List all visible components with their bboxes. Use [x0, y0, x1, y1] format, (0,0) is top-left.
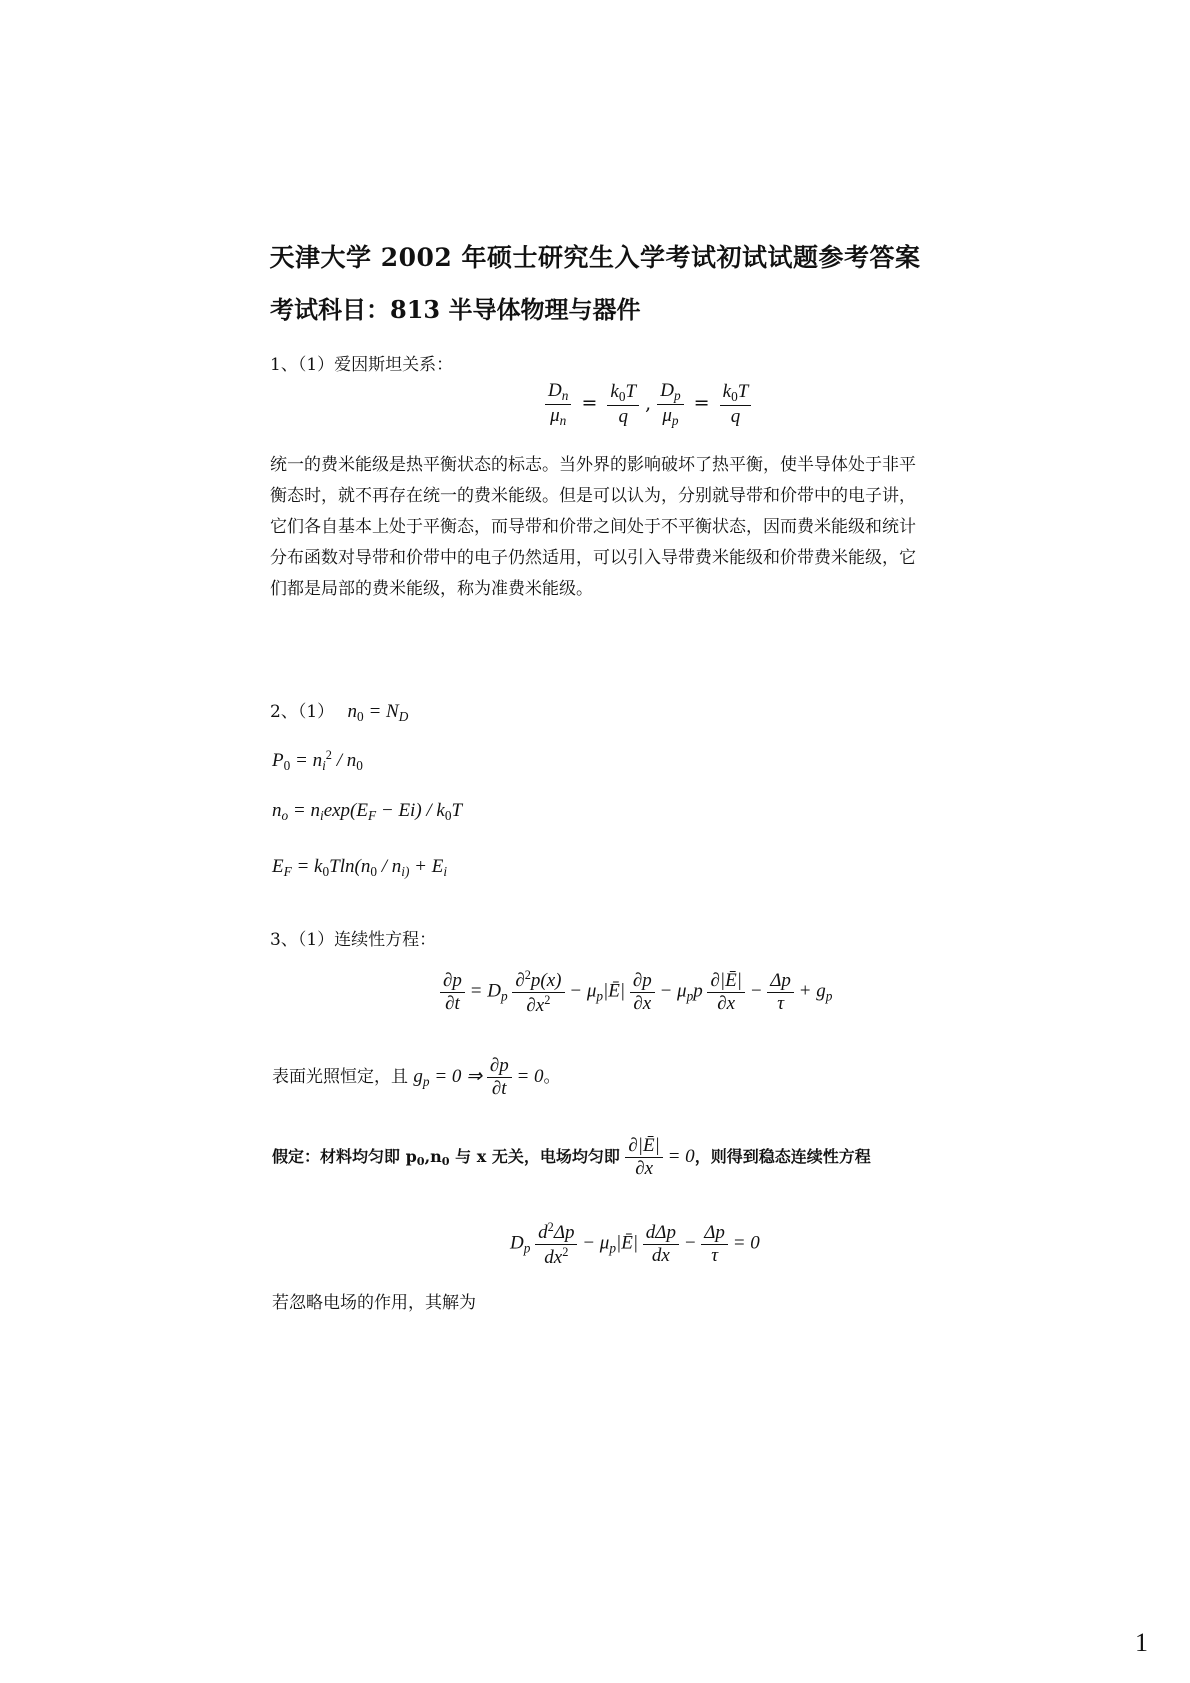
assumption-text-c: ，则得到稳态连续性方程	[694, 1146, 871, 1166]
assumption-text-b: 与 x 无关，电场均匀即	[455, 1146, 620, 1166]
q2-line-1: 2、（1） $n_0 = N_D$	[270, 701, 409, 724]
q3-label: 3、（1）连续性方程：	[270, 930, 437, 950]
q1-paragraph-line: 衡态时，就不再存在统一的费米能级。但是可以认为，分别就导带和价带中的电子讲，	[270, 486, 916, 506]
page-title: 天津大学 2002 年硕士研究生入学考试初试试题参考答案	[269, 243, 921, 272]
einstein-relation: $\frac{D_n}{\mu_n}$ = $\frac{k_0T}{q}$ , $\frac{D_p}{\mu_p}$ = $\frac{k_0T}{q}$	[545, 380, 751, 429]
exam-subject: 考试科目：813 半导体物理与器件	[270, 295, 641, 324]
page-number: 1	[1135, 1628, 1148, 1657]
q2-eq-ef: $E_F = k_0Tln(n_0 / n_{i)} + E_i$	[272, 856, 448, 879]
q1-paragraph-line: 们都是局部的费米能级，称为准费米能级。	[270, 579, 593, 599]
q2-eq-n0: $n_o = n_i\exp(E_F - Ei) / k_0T$	[272, 800, 463, 823]
continuity-equation: $\frac{\partial p}{\partial t}$ = $D_p$ $\frac{\partial^2p(x)}{\partial x^2}$ − $\mu_p|Ē|$ $\frac{\partial p}{\partial x}$ − $\mu_pp$ $\frac{\partial|Ē|}{\partial x}$ − $\frac{\Delta p}{\tau}$ + $g_p$	[440, 968, 832, 1017]
q1-paragraph-line: 分布函数对导带和价带中的电子仍然适用，可以引入导带费米能级和价带费米能级，它	[270, 548, 916, 568]
q2-label: 2、（1）	[270, 702, 335, 722]
surface-text: 表面光照恒定，且	[272, 1066, 408, 1087]
ignore-field-text: 若忽略电场的作用，其解为	[272, 1293, 476, 1313]
q2-eq-p0: $P_0 = n_i^2 / n_0$	[272, 748, 363, 773]
q1-paragraph-line: 统一的费米能级是热平衡状态的标志。当外界的影响破坏了热平衡，使半导体处于非平	[270, 455, 916, 475]
q1-paragraph-line: 它们各自基本上处于平衡态，而导带和价带之间处于不平衡状态，因而费米能级和统计	[270, 517, 916, 537]
steady-state-equation: $D_p$ $\frac{d^2\Delta p}{dx^2}$ − $\mu_p|Ē|$ $\frac{\text{dΔp}}{dx}$ − $\frac{\Delta p}{\tau}$ = 0	[510, 1220, 760, 1268]
assumption-text-a: 假定：材料均匀即 p	[272, 1146, 417, 1166]
q1-paragraph	[270, 450, 990, 605]
q1-label: 1、（1）爱因斯坦关系：	[270, 355, 454, 375]
assumption-line: 假定：材料均匀即 $p_0,n_0$ 与 x 无关，电场均匀即 $\frac{\partial|Ē|}{\partial x}$ = 0，则得到稳态连续性方程	[272, 1135, 871, 1179]
surface-condition: 表面光照恒定，且 $g_p = 0$ ⇒ $\frac{\partial p}{\partial t}$ = 0。	[272, 1055, 561, 1099]
